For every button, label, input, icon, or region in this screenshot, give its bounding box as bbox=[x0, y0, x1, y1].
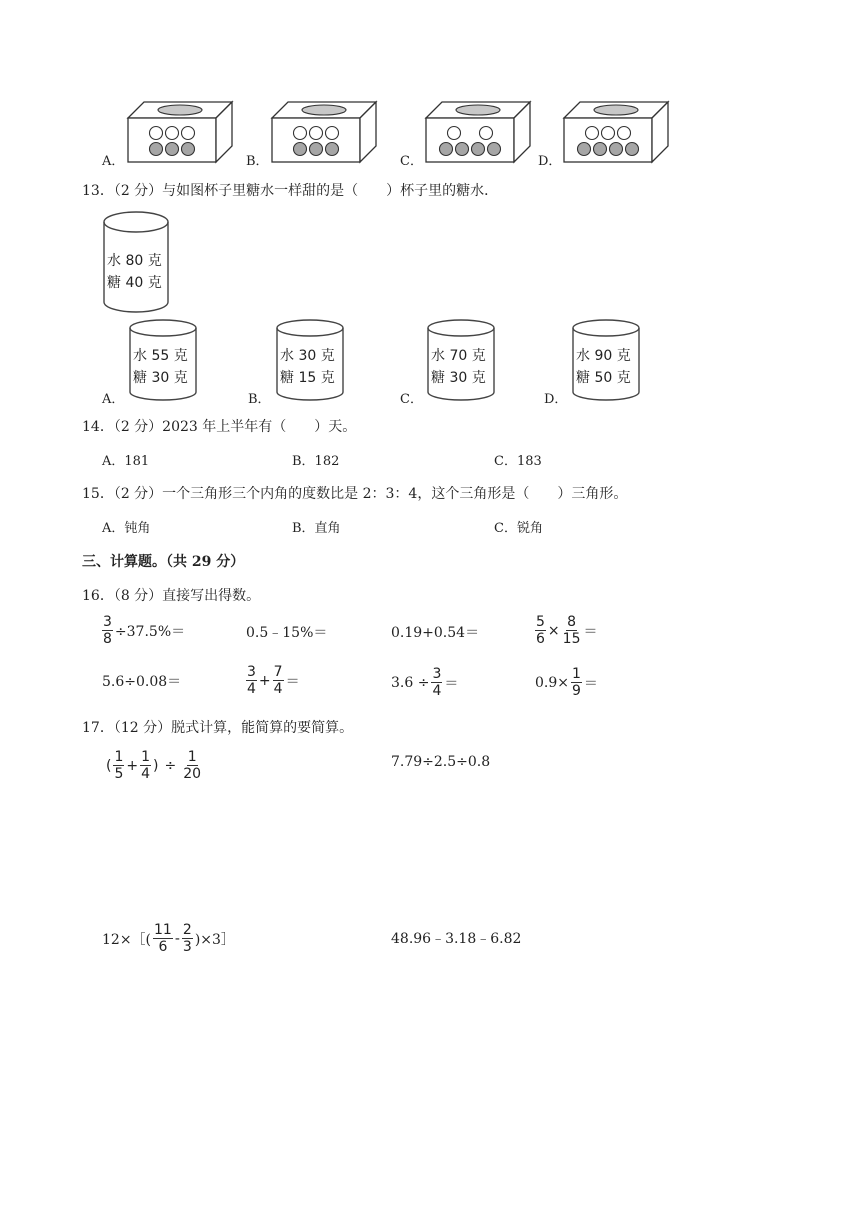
ball bbox=[602, 127, 615, 140]
paren-open: ( bbox=[106, 757, 112, 774]
paren-close: ) bbox=[153, 757, 159, 774]
fraction bbox=[273, 664, 284, 697]
q13-cup-a[interactable] bbox=[128, 318, 198, 402]
ball bbox=[456, 143, 469, 156]
reference-cup-sugar: 糖 40 克 bbox=[107, 275, 162, 291]
q12-box-c bbox=[426, 102, 532, 164]
denominator: 4 bbox=[141, 766, 151, 782]
fraction bbox=[431, 666, 442, 699]
q16-expr-6 bbox=[246, 664, 300, 697]
cup-c-water: 水 70 克 bbox=[431, 348, 486, 364]
q13-option-d-label[interactable]: D． bbox=[544, 392, 568, 407]
ball bbox=[294, 127, 307, 140]
fraction bbox=[182, 922, 193, 955]
denominator: 6 bbox=[536, 631, 545, 647]
cup-b-sugar: 糖 15 克 bbox=[280, 370, 335, 386]
ball bbox=[480, 127, 493, 140]
q17-expr-2: 7.79÷2.5÷0.8 bbox=[391, 754, 491, 770]
numerator: 5 bbox=[536, 614, 545, 630]
denominator: 4 bbox=[432, 683, 442, 699]
denominator: 20 bbox=[183, 766, 202, 782]
operator: × bbox=[547, 622, 560, 639]
q14-option-c[interactable]: C．183 bbox=[494, 454, 542, 469]
numerator: 1 bbox=[114, 749, 124, 765]
ball bbox=[166, 127, 179, 140]
ball bbox=[448, 127, 461, 140]
numerator: 8 bbox=[567, 614, 577, 630]
denominator: 15 bbox=[562, 631, 581, 647]
ball bbox=[440, 143, 453, 156]
ball bbox=[618, 127, 631, 140]
equals: ＝ bbox=[583, 623, 598, 640]
q13-cup-b[interactable] bbox=[275, 318, 345, 402]
cup-a-sugar: 糖 30 克 bbox=[133, 370, 188, 386]
numerator: 1 bbox=[141, 749, 151, 765]
q14-option-a[interactable]: A．181 bbox=[102, 454, 150, 469]
fraction bbox=[535, 614, 546, 647]
numerator: 3 bbox=[432, 666, 442, 682]
denominator: 3 bbox=[182, 939, 192, 955]
numerator: 3 bbox=[103, 614, 112, 630]
q16-expr-7 bbox=[391, 666, 458, 699]
box-hole bbox=[158, 105, 202, 115]
q17-expr-4: 48.96﹣3.18﹣6.82 bbox=[391, 931, 522, 947]
q14-question: 14．（2 分）2023 年上半年有（ ）天。 bbox=[82, 419, 357, 435]
fraction bbox=[153, 922, 173, 955]
q16-expr-5: 5.6÷0.08＝ bbox=[102, 674, 182, 690]
q13-option-c-label[interactable]: C． bbox=[400, 392, 423, 407]
q17-expr-1 bbox=[106, 749, 202, 782]
q13-question: 13．（2 分）与如图杯子里糖水一样甜的是（ ）杯子里的糖水． bbox=[82, 183, 499, 199]
q16-expr-2: 0.5﹣15%＝ bbox=[246, 625, 328, 641]
equals: ＝ bbox=[444, 675, 459, 692]
box-front-face bbox=[426, 118, 514, 162]
fraction bbox=[140, 749, 151, 782]
expr-text: ÷37.5%＝ bbox=[114, 623, 186, 640]
cup-a-water: 水 55 克 bbox=[133, 348, 188, 364]
q15-question: 15．（2 分）一个三角形三个内角的度数比是 2：3：4，这个三角形是（ ）三角形。 bbox=[82, 486, 628, 502]
ball bbox=[626, 143, 639, 156]
fraction bbox=[102, 614, 113, 647]
q16-expr-3: 0.19+0.54＝ bbox=[391, 625, 480, 641]
fraction bbox=[246, 664, 257, 697]
ball bbox=[610, 143, 623, 156]
numerator: 2 bbox=[182, 922, 192, 938]
numerator: 3 bbox=[247, 664, 256, 680]
q12-box-b bbox=[272, 102, 378, 164]
ball bbox=[326, 127, 339, 140]
ball bbox=[326, 143, 339, 156]
numerator: 7 bbox=[273, 664, 283, 680]
cup-c-sugar: 糖 30 克 bbox=[431, 370, 486, 386]
q12-option-a-label[interactable]: A． bbox=[102, 154, 125, 169]
denominator: 8 bbox=[103, 631, 112, 647]
q15-option-b[interactable]: B．直角 bbox=[292, 521, 341, 536]
q13-option-a-label[interactable]: A． bbox=[102, 392, 125, 407]
section-3-heading: 三、计算题。（共 29 分） bbox=[82, 554, 245, 570]
operator: - bbox=[174, 930, 180, 947]
cup-d-water: 水 90 克 bbox=[576, 348, 631, 364]
expr-text: )×3］ bbox=[194, 931, 235, 948]
cup-b-water: 水 30 克 bbox=[280, 348, 335, 364]
q15-option-c[interactable]: C．锐角 bbox=[494, 521, 543, 536]
q16-question: 16．（8 分）直接写出得数。 bbox=[82, 588, 261, 604]
expr-text: 12×［( bbox=[102, 931, 152, 948]
q12-box-a bbox=[128, 102, 234, 164]
operator: + bbox=[258, 672, 271, 689]
q12-option-d-label[interactable]: D． bbox=[538, 154, 562, 169]
q13-cup-d[interactable] bbox=[571, 318, 641, 402]
equals: ＝ bbox=[285, 673, 300, 690]
fraction bbox=[571, 666, 582, 699]
ball bbox=[488, 143, 501, 156]
q17-expr-3 bbox=[102, 922, 235, 955]
expr-text: 3.6 ÷ bbox=[391, 674, 430, 691]
q15-option-a[interactable]: A．钝角 bbox=[102, 521, 151, 536]
fraction bbox=[113, 749, 124, 782]
ball bbox=[150, 127, 163, 140]
ball bbox=[594, 143, 607, 156]
q12-box-d bbox=[564, 102, 670, 164]
ball bbox=[310, 127, 323, 140]
fraction bbox=[562, 614, 582, 647]
box-hole bbox=[456, 105, 500, 115]
ball bbox=[472, 143, 485, 156]
q13-reference-cup bbox=[102, 210, 170, 314]
operator: ÷ bbox=[164, 757, 177, 774]
ball bbox=[294, 143, 307, 156]
box-hole bbox=[302, 105, 346, 115]
q14-option-b[interactable]: B．182 bbox=[292, 454, 340, 469]
reference-cup-water: 水 80 克 bbox=[107, 253, 162, 269]
q16-expr-1 bbox=[102, 614, 185, 647]
ball bbox=[150, 143, 163, 156]
cup-d-sugar: 糖 50 克 bbox=[576, 370, 631, 386]
denominator: 4 bbox=[247, 681, 256, 697]
denominator: 4 bbox=[273, 681, 283, 697]
ball bbox=[182, 143, 195, 156]
ball bbox=[182, 127, 195, 140]
q17-question: 17．（12 分）脱式计算，能简算的要简算。 bbox=[82, 720, 354, 736]
numerator: 11 bbox=[154, 922, 172, 938]
denominator: 6 bbox=[158, 939, 168, 955]
denominator: 5 bbox=[114, 766, 124, 782]
operator: + bbox=[126, 757, 139, 774]
expr-text: 0.9× bbox=[535, 674, 569, 691]
numerator: 1 bbox=[572, 666, 581, 682]
numerator: 1 bbox=[187, 749, 197, 765]
box-hole bbox=[594, 105, 638, 115]
fraction bbox=[182, 749, 202, 782]
q16-expr-4 bbox=[535, 614, 597, 647]
ball bbox=[310, 143, 323, 156]
q13-option-b-label[interactable]: B． bbox=[248, 392, 271, 407]
ball bbox=[166, 143, 179, 156]
q13-cup-c[interactable] bbox=[426, 318, 496, 402]
q16-expr-8 bbox=[535, 666, 598, 699]
denominator: 9 bbox=[572, 683, 581, 699]
q12-option-b-label[interactable]: B． bbox=[246, 154, 269, 169]
q12-option-c-label[interactable]: C． bbox=[400, 154, 423, 169]
equals: ＝ bbox=[583, 675, 598, 692]
ball bbox=[578, 143, 591, 156]
ball bbox=[586, 127, 599, 140]
